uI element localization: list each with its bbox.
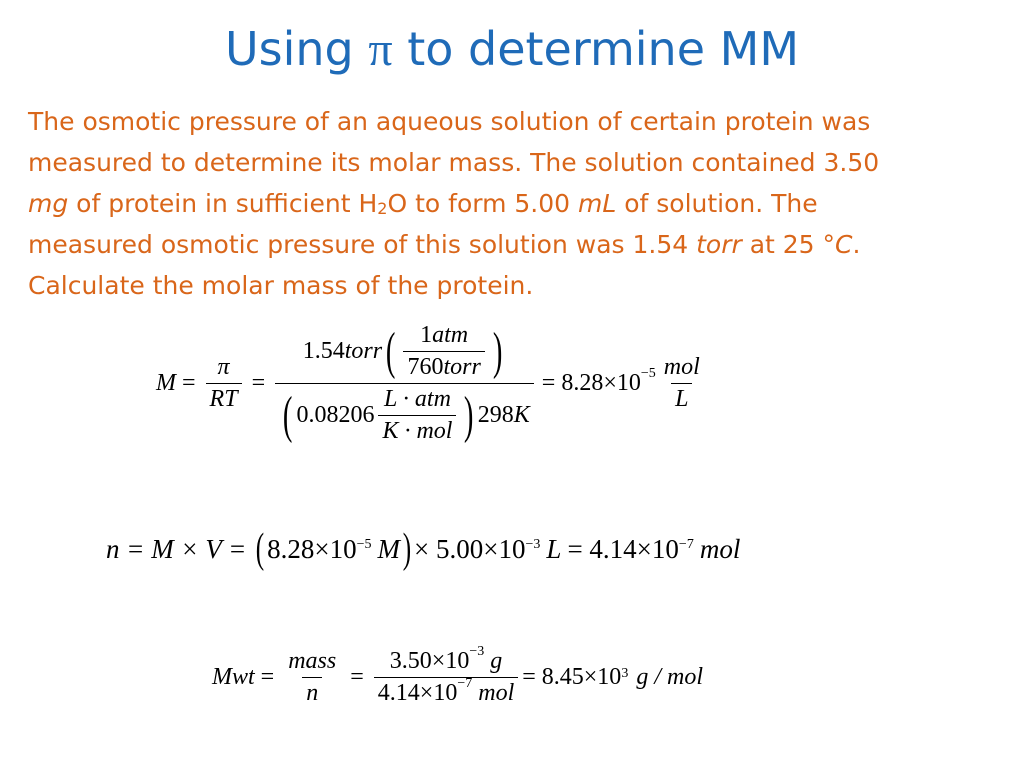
eq1-num-unit: torr [344, 338, 383, 364]
eq1-denominator [275, 383, 534, 445]
eq1-conversion [403, 322, 484, 381]
eq3-value-fraction [374, 644, 518, 707]
equation-molar-mass: Mwt = $\frac{\text{mass}}{n}$ = $\frac{3.50\times 10^{-3} g}{4.14\times 10^{-7} mol}$ = 8.45×10 $^3$ g / mol [212, 644, 703, 706]
unit-torr: torr [696, 230, 742, 259]
problem-statement [28, 101, 1003, 306]
eq1-unit-l: L [671, 383, 692, 413]
unit-celsius: C [835, 230, 853, 259]
eq2-c-unit: mol [699, 533, 741, 564]
eq1-conv-num-val: 1 [420, 322, 433, 348]
eq3-den-exponent: −7 [457, 676, 473, 691]
eq2-a-mantissa: 8.28×10 [267, 533, 357, 564]
slide-title [0, 22, 1024, 77]
eq3-n: n [302, 677, 322, 707]
eq1-result-exponent: −5 [640, 366, 656, 381]
eq1-lhs: M [156, 370, 176, 396]
eq2-a-unit: M [377, 533, 401, 564]
subscript-2: 2 [377, 199, 388, 218]
eq1-result [541, 366, 656, 397]
eq1-conv-num-unit: atm [432, 322, 469, 348]
problem-text: of solution. The [616, 189, 818, 218]
eq1-conv-num [416, 322, 472, 351]
eq1-r-value: 0.08206 [296, 402, 375, 428]
eq3-num-unit: g [490, 648, 503, 674]
eq3-result-mantissa: = 8.45×10 [522, 664, 622, 690]
eq1-r-unit-num: L · atm [383, 386, 451, 412]
eq3-den-unit: mol [478, 680, 515, 706]
right-paren: ) [402, 526, 412, 572]
problem-line-4 [28, 224, 1003, 265]
eq1-pi-over-rt [206, 354, 242, 413]
eq3-num-mantissa: 3.50×10 [389, 648, 470, 674]
eq1-pi: π [217, 354, 230, 380]
problem-text: measured osmotic pressure of this solution was 1.54 [28, 230, 697, 259]
eq1-equals-2: = [251, 370, 266, 396]
problem-text: . [852, 230, 861, 259]
problem-line-1: The osmotic pressure of an aqueous solution of certain protein was [28, 107, 871, 136]
eq2-b-mantissa: × 5.00×10 [414, 533, 526, 564]
eq3-num-exponent: −3 [469, 644, 485, 659]
eq1-temp-unit: K [513, 402, 530, 428]
left-paren: ( [255, 526, 265, 572]
unit-mg: mg [28, 189, 69, 218]
problem-text: O to form 5.00 [387, 189, 578, 218]
eq1-conv-den-unit: torr [443, 354, 481, 380]
left-paren: ( [386, 322, 396, 380]
eq1-equals: = [182, 370, 196, 396]
eq1-r-unit-den: K · mol [378, 415, 456, 445]
eq3-lhs: Mwt [212, 664, 255, 690]
eq3-den-mantissa: 4.14×10 [377, 680, 458, 706]
title-suffix: to determine MM [392, 22, 800, 76]
eq3-mass-over-n [284, 648, 340, 707]
equation-molarity [156, 322, 708, 445]
right-paren: ) [464, 386, 474, 444]
eq1-temp-value: 298 [477, 402, 514, 428]
title-pi-symbol: π [368, 23, 393, 76]
eq1-numerator [299, 322, 510, 383]
eq1-unit-mol: mol [663, 354, 700, 380]
eq1-conv-den-val: 760 [407, 354, 444, 380]
problem-line-5: Calculate the molar mass of the protein. [28, 271, 534, 300]
eq3-result-unit: g / mol [636, 664, 703, 690]
eq2-c-mantissa: = 4.14×10 [567, 533, 679, 564]
problem-text: at 25 ° [741, 230, 836, 259]
equation-moles: n = M × V = ( 8.28×10 $^{-5}$ M ) × 5.00×10 $^{-3}$ L = 4.14×10 $^{-7}$ mol [106, 526, 741, 572]
eq3-equals: = [260, 664, 275, 690]
eq1-r-units [378, 386, 456, 445]
unit-ml: mL [577, 189, 617, 218]
eq3-equals-2: = [350, 664, 364, 690]
eq3-numerator [386, 644, 506, 677]
title-prefix: Using [224, 22, 369, 76]
eq1-conv-den [403, 351, 484, 381]
left-paren: ( [283, 386, 293, 444]
eq2-b-unit: L [546, 533, 562, 564]
eq1-main-fraction [275, 322, 534, 445]
eq1-rt: RT [206, 383, 242, 413]
eq1-num-value: 1.54 [302, 338, 345, 364]
eq1-result-unit [660, 354, 704, 413]
problem-text: of protein in sufficient H [68, 189, 378, 218]
problem-line-2: measured to determine its molar mass. The solution contained 3.50 [28, 148, 880, 177]
eq2-lhs: n = M × V = [106, 533, 254, 564]
right-paren: ) [492, 322, 503, 380]
eq3-mass: mass [288, 648, 337, 674]
eq3-denominator [374, 677, 518, 707]
eq1-result-mantissa: = 8.28×10 [541, 370, 641, 396]
problem-line-3 [28, 183, 1003, 224]
